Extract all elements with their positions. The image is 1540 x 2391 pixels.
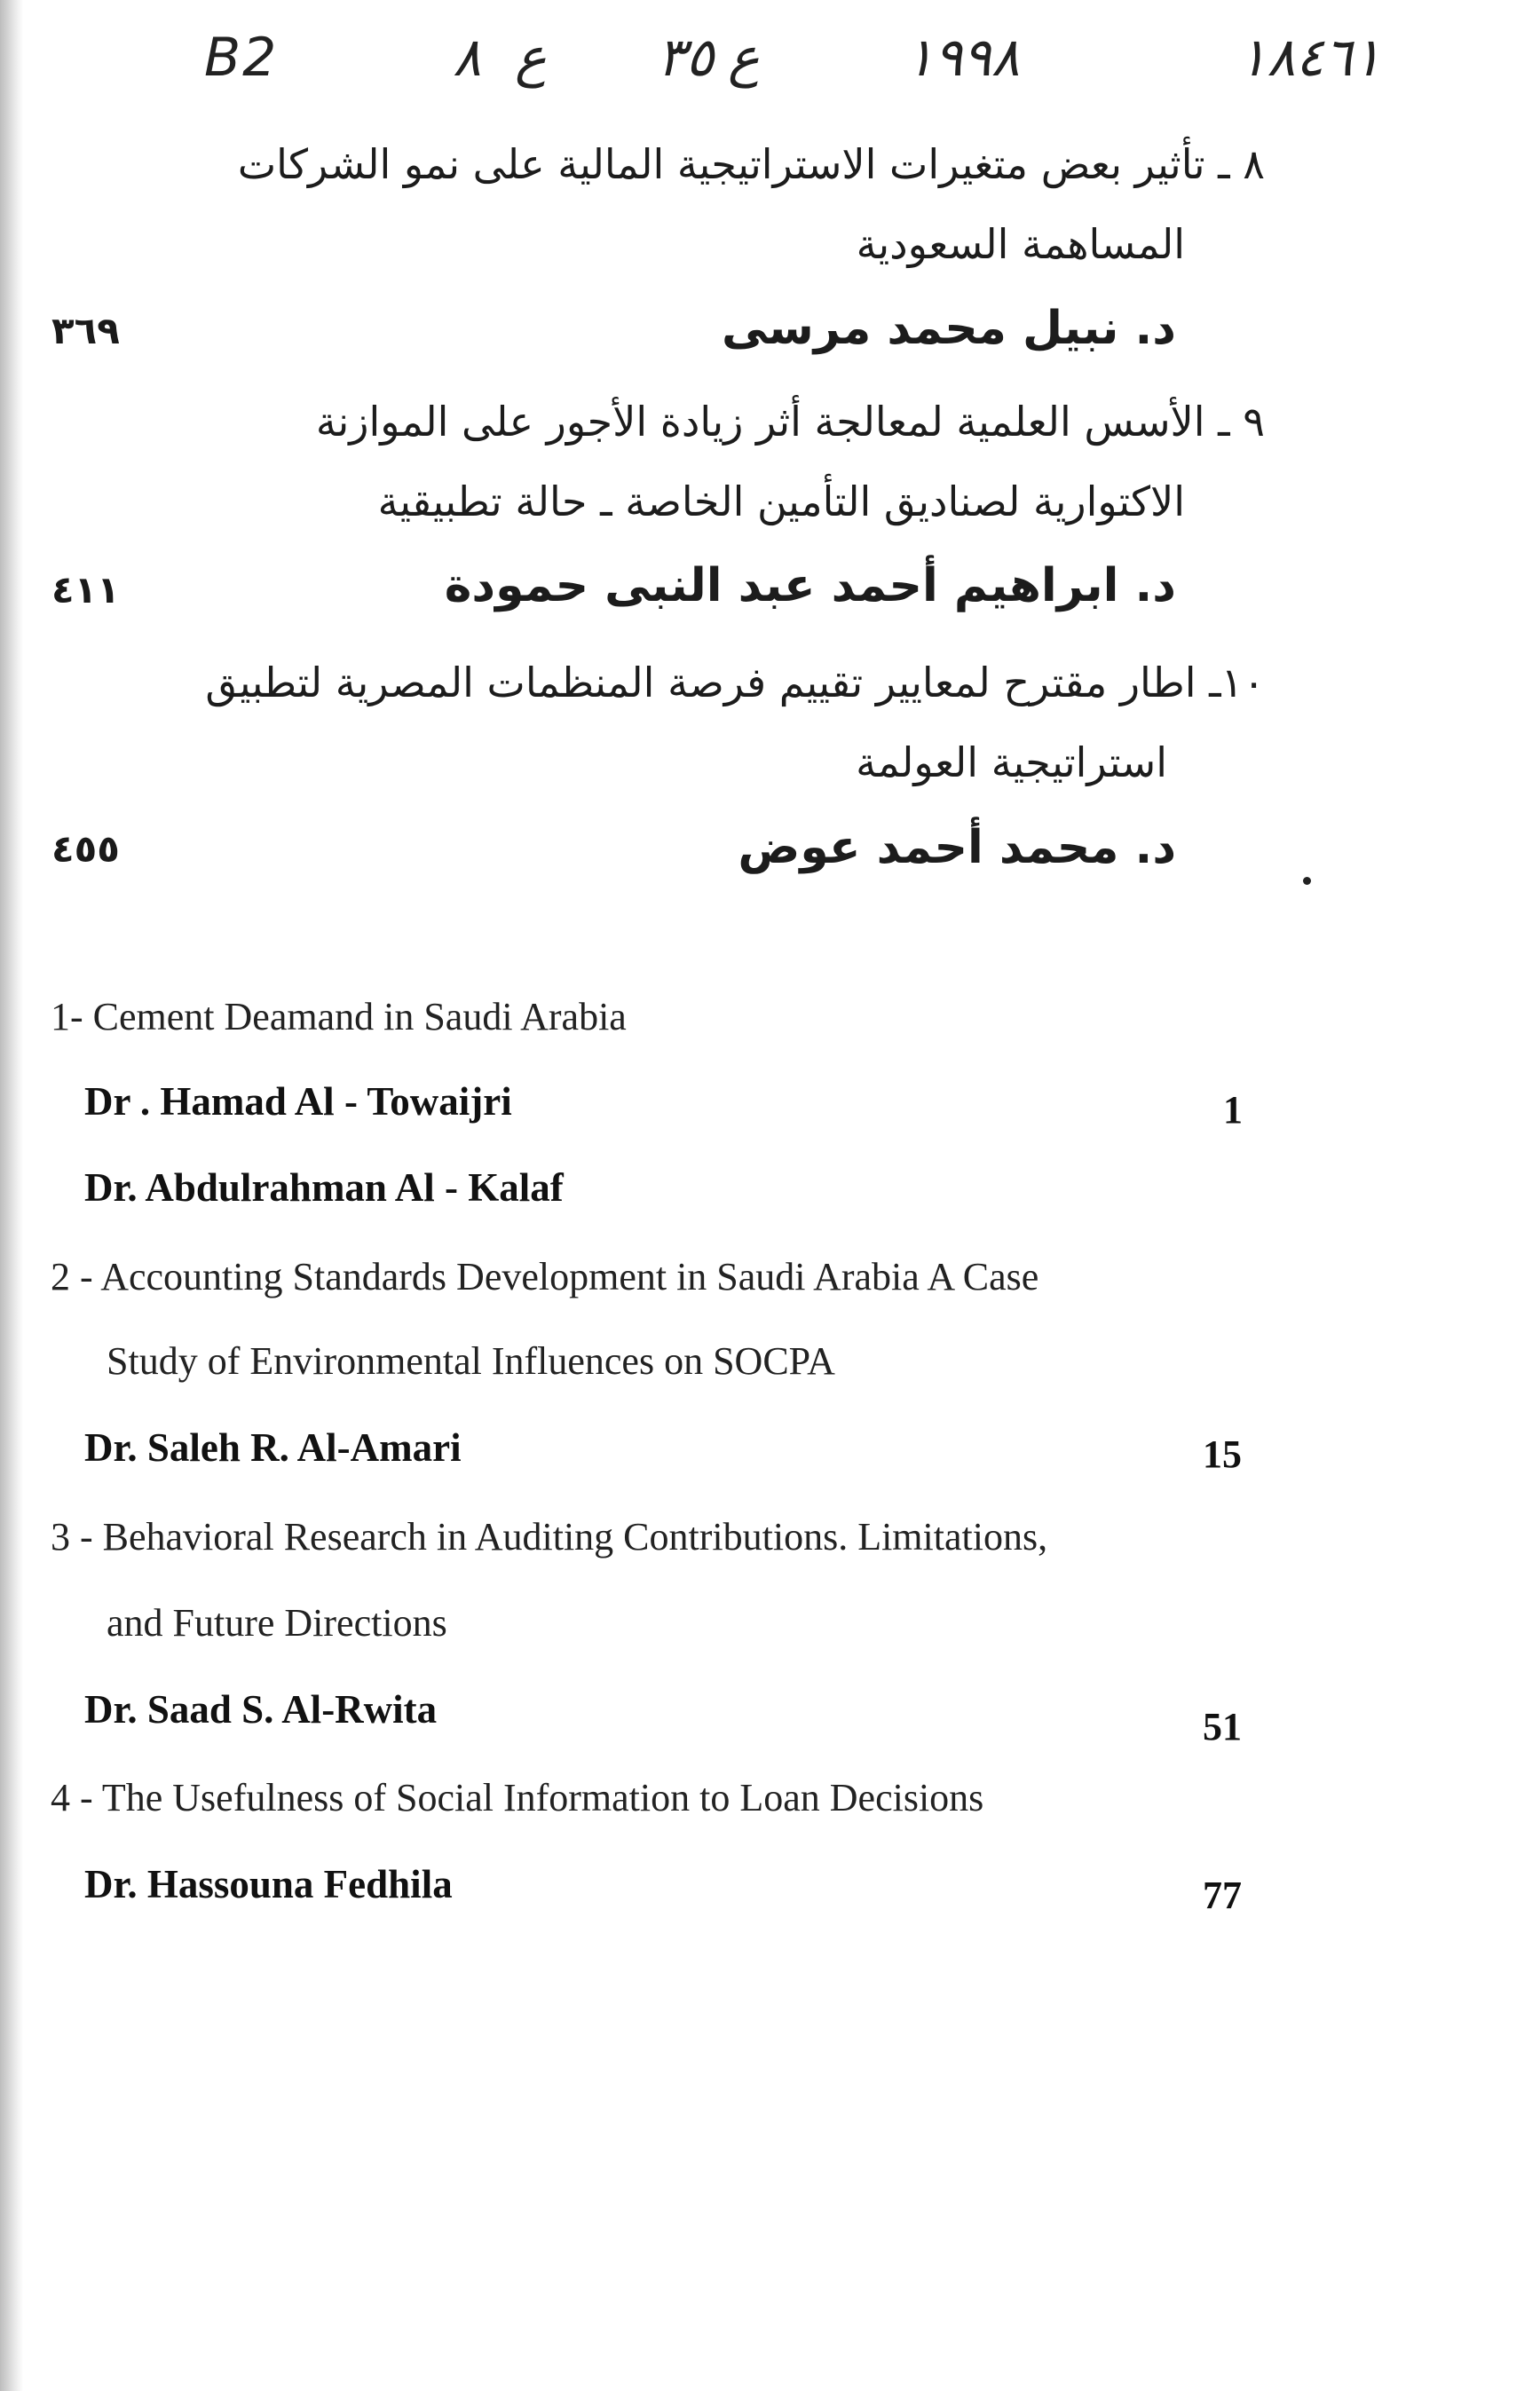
english-entry-title-line: Study of Environmental Influences on SOCPA (107, 1339, 835, 1383)
english-entry-title-line: 4 - The Usefulness of Social Information to Loan Decisions (51, 1776, 984, 1819)
arabic-entry-title-line: ٩ ـ الأسس العلمية لمعالجة أثر زيادة الأجور على الموازنة (315, 398, 1265, 446)
english-entry-author: Dr. Saleh R. Al-Amari (84, 1425, 462, 1470)
english-entry-page-number: 15 (1203, 1432, 1242, 1476)
handwritten-accession-number: ١٨٤٦١ (1238, 27, 1382, 89)
english-entry-author: Dr. Abdulrahman Al - Kalaf (84, 1165, 564, 1210)
page-spine-shadow (0, 0, 23, 2391)
english-entry-page-number: 77 (1203, 1874, 1242, 1917)
english-entry-title-line: 3 - Behavioral Research in Auditing Contributions. Limitations, (51, 1515, 1048, 1558)
arabic-entry-page-number: ٣٦٩ (51, 309, 120, 352)
arabic-entry-title-line: ٨ ـ تأثير بعض متغيرات الاستراتيجية المالية على نمو الشركات (237, 140, 1265, 188)
handwritten-mark-1: B2 (204, 27, 279, 89)
handwritten-mark-2: ٨ (453, 27, 482, 89)
english-entry-page-number: 51 (1203, 1705, 1242, 1748)
arabic-entry-author: د. محمد أحمد عوض (738, 821, 1176, 874)
handwritten-mark-4: ٣٥ (657, 27, 715, 89)
arabic-entry-title-line: الاكتوارية لصناديق التأمين الخاصة ـ حالة تطبيقية (377, 477, 1185, 525)
arabic-entry-title-line: المساهمة السعودية (856, 220, 1185, 268)
english-entry-page-number: 1 (1223, 1088, 1243, 1132)
handwritten-year: ١٩٩٨ (905, 27, 1020, 89)
english-entry-title-line: and Future Directions (107, 1601, 447, 1645)
english-entry-title-line: 2 - Accounting Standards Development in Saudi Arabia A Case (51, 1255, 1039, 1298)
arabic-entry-page-number: ٤٥٥ (51, 827, 120, 871)
handwritten-mark-3: ع (515, 27, 547, 89)
ink-dot (1303, 877, 1311, 885)
english-entry-author: Dr. Hassouna Fedhila (84, 1862, 453, 1906)
arabic-entry-author: د. ابراهيم أحمد عبد النبى حمودة (444, 559, 1176, 612)
arabic-entry-author: د. نبيل محمد مرسى (721, 302, 1176, 355)
arabic-entry-page-number: ٤١١ (51, 568, 120, 612)
arabic-entry-title-line: ١٠ـ اطار مقترح لمعايير تقييم فرصة المنظمات المصرية لتطبيق (205, 659, 1265, 706)
english-entry-author: Dr. Saad S. Al-Rwita (84, 1687, 438, 1732)
english-entry-title-line: 1- Cement Deamand in Saudi Arabia (51, 995, 627, 1038)
arabic-entry-title-line: استراتيجية العولمة (856, 738, 1167, 786)
handwritten-mark-5: ع (728, 27, 760, 89)
english-entry-author: Dr . Hamad Al - Towaijri (84, 1079, 512, 1124)
